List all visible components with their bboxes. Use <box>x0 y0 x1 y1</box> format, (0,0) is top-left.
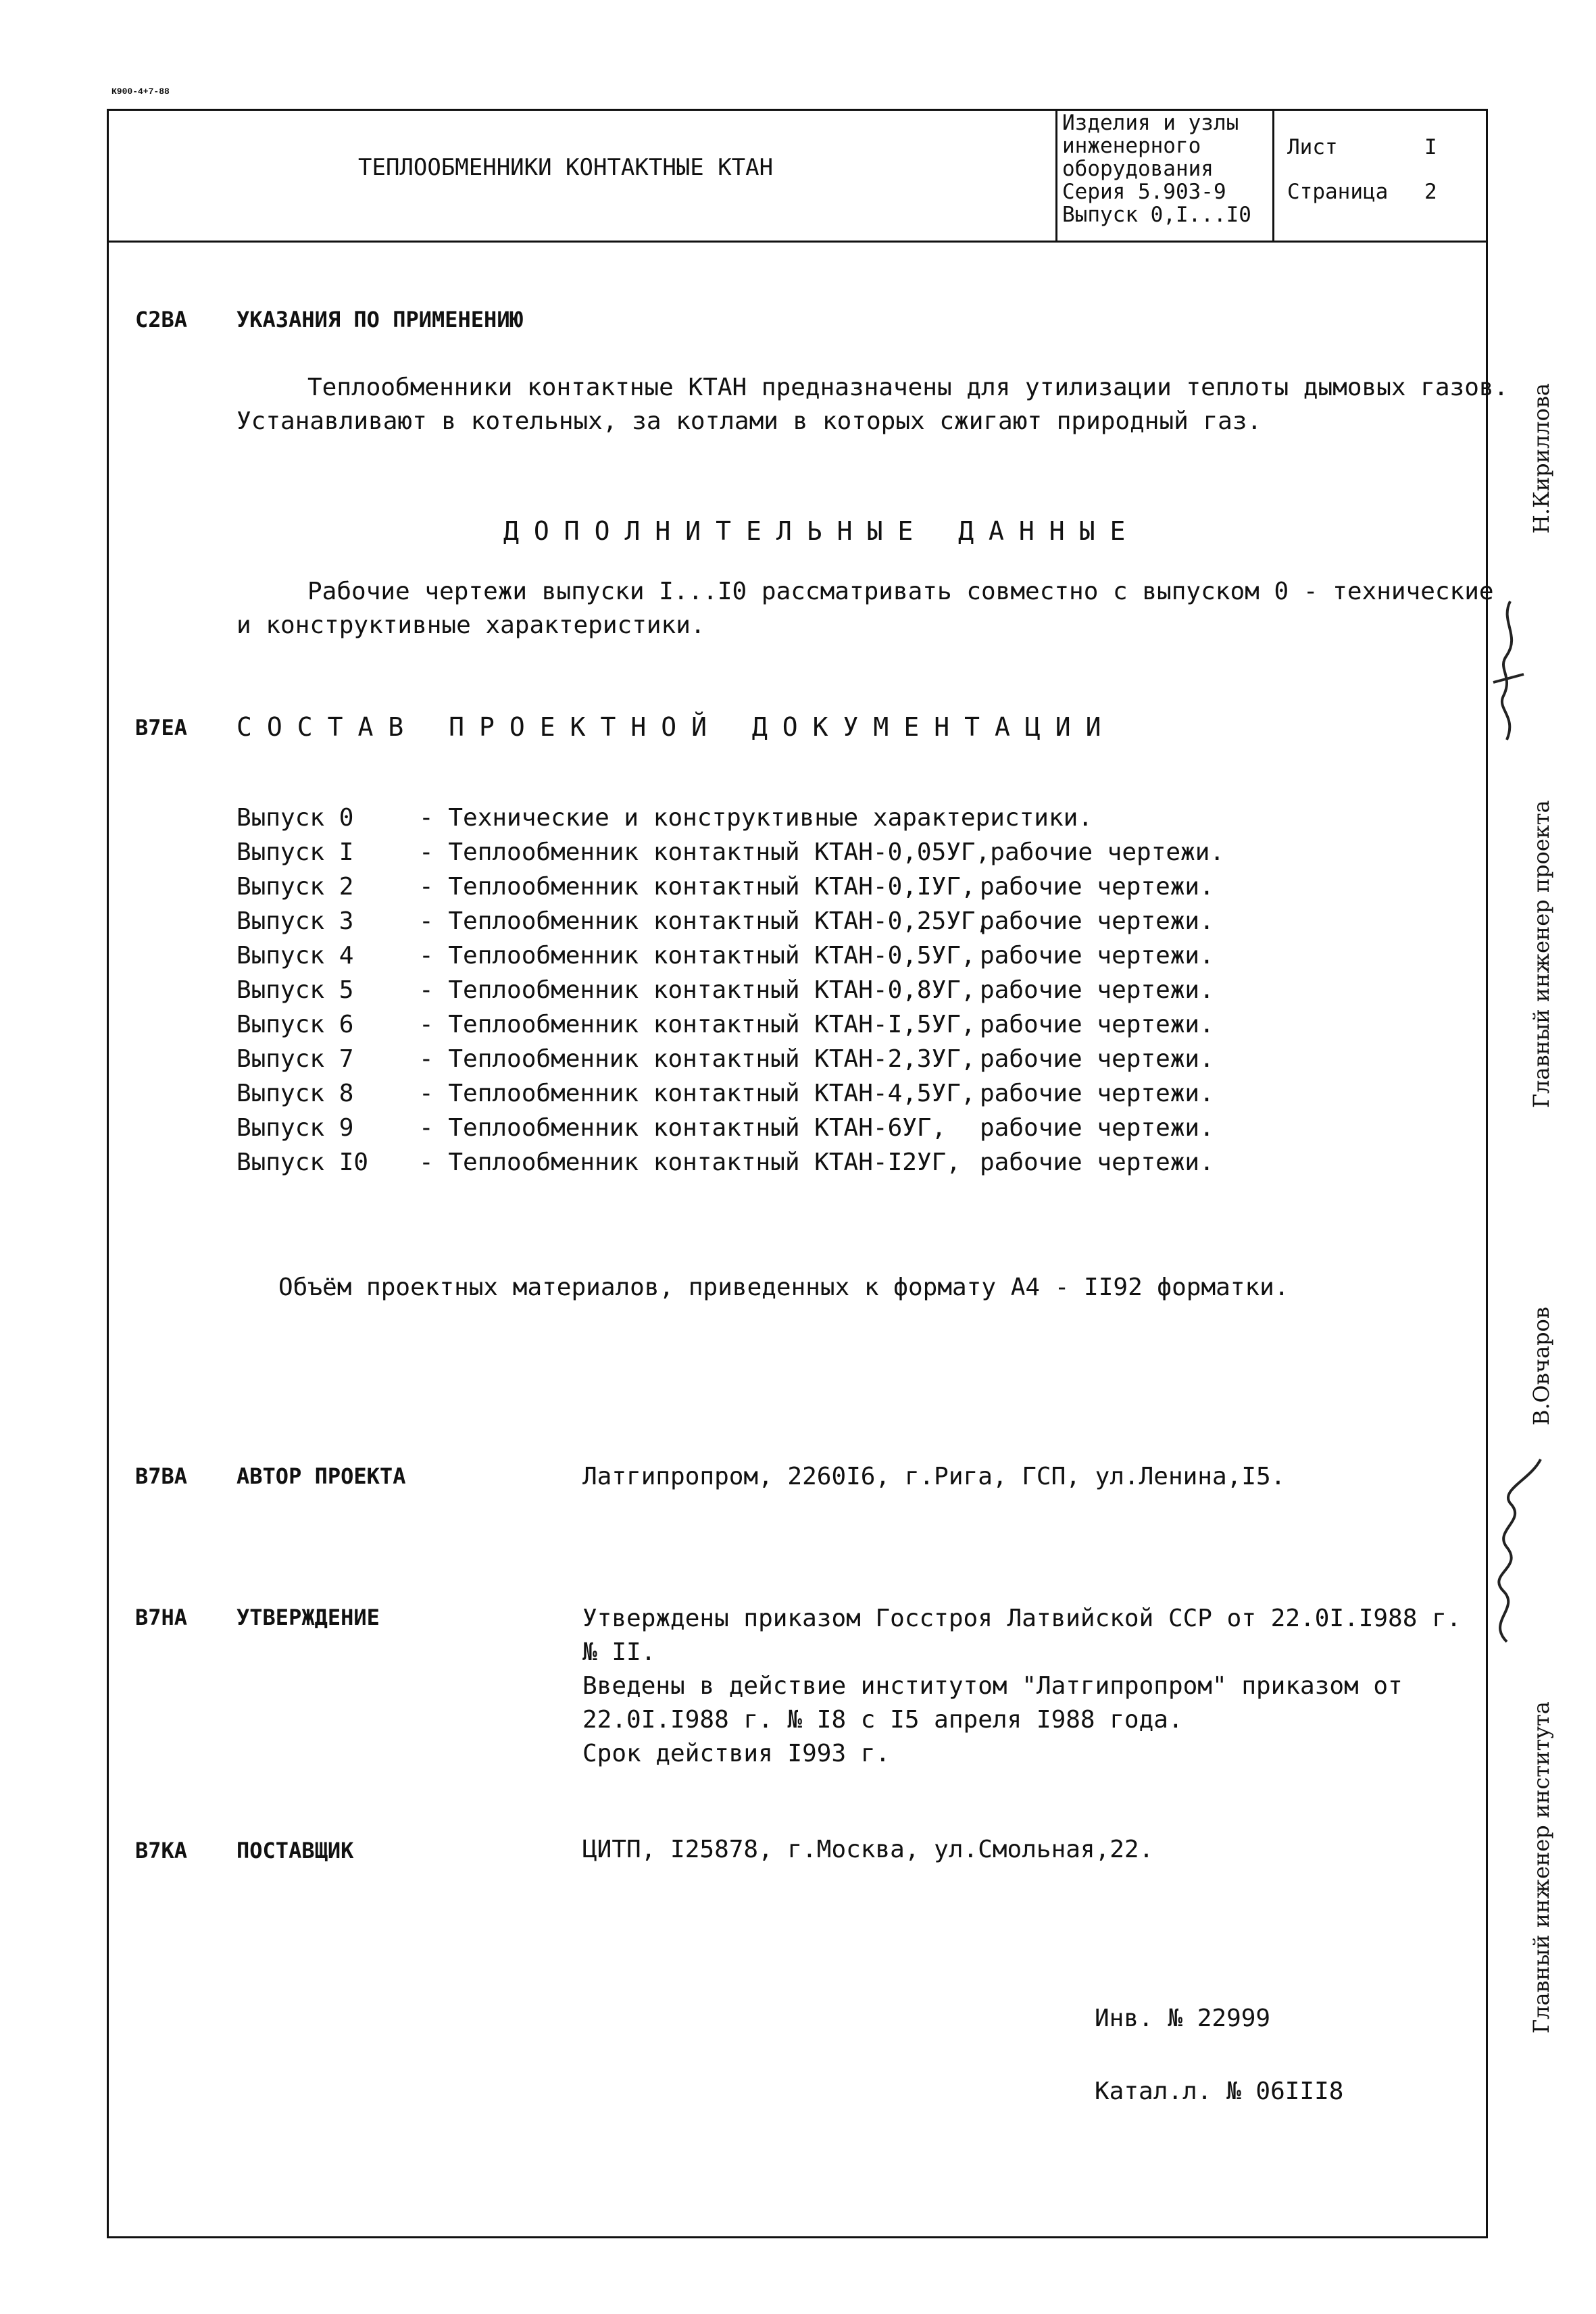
issue-desc: - Теплообменник контактный КТАН-0,IУГ, <box>419 873 976 901</box>
issue-label: Выпуск 2 <box>236 873 354 901</box>
issue-desc: - Теплообменник контактный КТАН-0,5УГ, <box>419 942 976 970</box>
issue-tail: рабочие чертежи. <box>980 1045 1214 1073</box>
author-text: Латгипропром, 2260I6, г.Рига, ГСП, ул.Ленина,I5. <box>582 1463 1286 1490</box>
issue-desc: - Теплообменник контактный КТАН-0,05УГ,рабочие чертежи. <box>419 838 1225 866</box>
section-code: В7ЕА <box>135 715 188 740</box>
issue-label: Выпуск 0 <box>236 804 354 832</box>
issue-tail: рабочие чертежи. <box>980 873 1214 901</box>
issue-label: Выпуск 9 <box>236 1114 354 1142</box>
extra-text: и конструктивные характеристики. <box>236 611 705 639</box>
side-role-chief-institute: Главный инженер института <box>1528 1701 1554 2034</box>
issue-desc: - Теплообменник контактный КТАН-0,8УГ, <box>419 976 976 1004</box>
issue-desc: - Теплообменник контактный КТАН-2,3УГ, <box>419 1045 976 1073</box>
stamp-line: инженерного <box>1062 134 1201 158</box>
issue-tail: рабочие чертежи. <box>980 942 1214 970</box>
side-role-chief-project: Главный инженер проекта <box>1528 800 1554 1108</box>
header-split-2 <box>1272 109 1274 241</box>
sheet-value: I <box>1424 135 1437 159</box>
issue-label: Выпуск I0 <box>236 1149 369 1176</box>
section-code: С2ВА <box>135 307 188 332</box>
page-value: 2 <box>1424 180 1437 204</box>
header-split-1 <box>1055 109 1057 241</box>
usage-text: Устанавливают в котельных, за котлами в которых сжигают природный газ. <box>236 407 1262 435</box>
issue-desc: - Теплообменник контактный КТАН-4,5УГ, <box>419 1080 976 1107</box>
section-code: В7ВА <box>135 1463 188 1489</box>
side-name-kirillova: Н.Кириллова <box>1528 383 1554 534</box>
signature-ovcharov <box>1466 1453 1547 1649</box>
approval-line: Утверждены приказом Госстроя Латвийской ССР от 22.0I.I988 г. <box>582 1605 1462 1632</box>
section-heading: УТВЕРЖДЕНИЕ <box>236 1605 380 1630</box>
stamp-line: Изделия и узлы <box>1062 111 1239 135</box>
stamp-line: оборудования <box>1062 157 1214 181</box>
approval-line: № II. <box>582 1638 656 1666</box>
section-code: В7КА <box>135 1838 188 1863</box>
section-heading: УКАЗАНИЯ ПО ПРИМЕНЕНИЮ <box>236 307 523 332</box>
volume-text: Объём проектных материалов, приведенных к формату А4 - II92 форматки. <box>278 1274 1289 1301</box>
usage-text: Теплообменники контактные КТАН предназначены для утилизации теплоты дымовых газов. <box>307 374 1509 401</box>
catalog-number: Катал.л. № 06III8 <box>1095 2078 1344 2105</box>
header-divider <box>107 241 1488 243</box>
signature-kirillova <box>1473 595 1547 750</box>
issue-label: Выпуск 7 <box>236 1045 354 1073</box>
document-title: ТЕПЛООБМЕННИКИ КОНТАКТНЫЕ КТАН <box>358 154 774 181</box>
section-heading: ПОСТАВЩИК <box>236 1838 354 1863</box>
sheet-label: Лист <box>1287 135 1338 159</box>
issue-label: Выпуск I <box>236 838 354 866</box>
issue-desc: - Теплообменник контактный КТАН-0,25УГ, <box>419 907 991 935</box>
issue-label: Выпуск 4 <box>236 942 354 970</box>
issue-tail: рабочие чертежи. <box>980 976 1214 1004</box>
inventory-number: Инв. № 22999 <box>1095 2005 1271 2032</box>
issue-desc: - Теплообменник контактный КТАН-I2УГ, <box>419 1149 961 1176</box>
section-heading: АВТОР ПРОЕКТА <box>236 1463 406 1489</box>
section-code: В7НА <box>135 1605 188 1630</box>
issue-tail: рабочие чертежи. <box>980 1114 1214 1142</box>
approval-line: 22.0I.I988 г. № I8 с I5 апреля I988 года. <box>582 1706 1183 1734</box>
extra-heading: ДОПОЛНИТЕЛЬНЫЕ ДАННЫЕ <box>503 516 1141 546</box>
issue-tail: рабочие чертежи. <box>980 1080 1214 1107</box>
issue-desc: - Технические и конструктивные характеристики. <box>419 804 1093 832</box>
issue-tail: рабочие чертежи. <box>980 1149 1214 1176</box>
page-label: Страница <box>1287 180 1389 204</box>
issue-label: Выпуск 8 <box>236 1080 354 1107</box>
issue-label: Выпуск 6 <box>236 1011 354 1038</box>
stamp-line: Выпуск 0,I...I0 <box>1062 203 1251 227</box>
issue-desc: - Теплообменник контактный КТАН-6УГ, <box>419 1114 947 1142</box>
issue-tail: рабочие чертежи. <box>980 907 1214 935</box>
approval-line: Срок действия I993 г. <box>582 1740 891 1767</box>
stamp-line: Серия 5.903-9 <box>1062 180 1226 204</box>
issue-label: Выпуск 3 <box>236 907 354 935</box>
approval-line: Введены в действие институтом "Латгипропром" приказом от <box>582 1672 1403 1700</box>
issue-desc: - Теплообменник контактный КТАН-I,5УГ, <box>419 1011 976 1038</box>
document-code: К900-4+7-88 <box>111 86 170 97</box>
side-name-ovcharov: В.Овчаров <box>1528 1307 1554 1426</box>
contents-heading: СОСТАВ ПРОЕКТНОЙ ДОКУМЕНТАЦИИ <box>236 712 1116 742</box>
extra-text: Рабочие чертежи выпуски I...I0 рассматривать совместно с выпуском 0 - технические <box>307 578 1494 605</box>
issue-tail: рабочие чертежи. <box>980 1011 1214 1038</box>
supplier-text: ЦИТП, I25878, г.Москва, ул.Смольная,22. <box>582 1836 1154 1863</box>
issue-label: Выпуск 5 <box>236 976 354 1004</box>
